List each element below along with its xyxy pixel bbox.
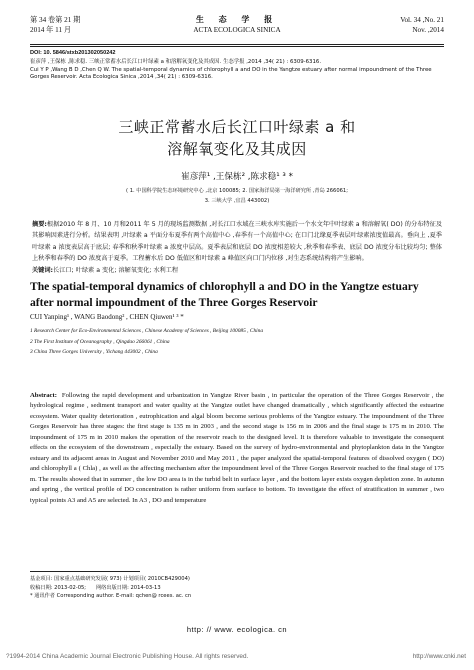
revised-date: 网络出版日期: 2014-03-13 [95, 584, 161, 591]
affiliation-cn-line2: 3. 三峡大学 ,宜昌 443002) [204, 198, 270, 204]
copyright-text: ?1994-2014 China Academic Journal Electronic Publishing House. All rights reserved. [6, 653, 249, 660]
dates-note [30, 584, 444, 593]
header-right [400, 15, 444, 35]
authors-en: CUI Yanping¹ , WANG Baodong² , CHEN Qiuwen¹ ³ * [30, 313, 184, 321]
citation-en-line1: Cui Y P ,Wang B D ,Chen Q W. The spatial-temporal dynamics of chlorophyll a and DO in the Yangtze estuary after normal impoundment of the Three [30, 66, 432, 73]
cnki-link[interactable]: http://www.cnki.net [412, 653, 466, 660]
abstract-en [30, 391, 444, 506]
authors-cn: 崔彦萍¹ ,王保栋² ,陈求稳¹ ³ * [181, 172, 293, 182]
header-center [30, 15, 444, 35]
keywords-cn-text: 长江口; 叶绿素 a 变化; 溶解氧变化; 水利工程 [53, 267, 179, 274]
affiliations-cn [30, 186, 444, 206]
abstract-cn-label: 摘要: [32, 221, 47, 228]
journal-name-cn: 生 态 学 报 [195, 15, 279, 24]
header-rule-thin [30, 46, 444, 47]
header-rule-thick [30, 44, 444, 45]
affiliation-en-2: 2 The First Institute of Oceanography , Qingdao 266061 , China [30, 338, 170, 345]
citation-cn: 崔彦萍 ,王保栋 ,陈求稳. 三峡正常蓄水后长江口叶绿素 a 和溶解氧变化及其成因. 生态学报 ,2014 ,34( 21) : 6309-6316. [30, 59, 322, 65]
title-en-line2: after normal impoundment of the Three Gorges Reservoir [30, 295, 318, 309]
title-en [30, 279, 444, 310]
title-cn-line2: 溶解氧变化及其成因 [167, 140, 307, 158]
volume-en: Vol. 34 ,No. 21 [400, 16, 444, 24]
corresponding-author: * 通讯作者 Corresponding author. E-mail: qchen@ rcees. ac. cn [30, 593, 192, 600]
keywords-cn-label: 关键词: [32, 267, 54, 274]
abstract-cn-text: 根据2010 年 8 月、10 月和2011 年 5 月的现场监测数据 ,对长江口水域在三峡水库实施后一个水文年中叶绿素 a 和溶解氧( DO) 的分布特征及其影响因素进行分析。结果表明 ,叶绿素 a 平面分布夏季有两个高值中心 ,春季有一个高值中心; 在口门北缘夏季表层叶绿素浓度值最高。垂向上 ,夏季叶绿素 a 浓度表层高于底层; 春季和秋季叶绿素 a 浓度中层高。夏季表层和底层 DO 浓度相差较大 ,秋季和春季表、底层 DO 浓度分布比较均匀; 整体上秋季和春季的 DO 浓度高于夏季。工程蓄水后 DO 低值区和叶绿素 a 峰值区向口门内位移 ,对生态系统结构将产生影响。 [32, 221, 443, 263]
journal-name-en: ACTA ECOLOGICA SINICA [193, 26, 281, 34]
abstract-en-label: Abstract: [30, 392, 57, 399]
citation-en-line2: Gorges Reservoir. Acta Ecologica Sinica ,2014 ,34( 21) : 6309-6316. [30, 74, 213, 81]
date-cn: 2014 年 11 月 [30, 26, 72, 34]
abstract-en-text: Following the rapid development and urbanization in Yangtze River basin , in particular the operation of the Three Gorges Reservoir , the hydrological regime , sediment transport and water quality at the Yangtze outlet have changed dramatically , which significantly affected the estuarine ecosystem. Water quality deterioration , eutrophication and algal bloom become serious problems of the Yangtze estuary. The impoundment of the Three Gorges Reservoir has three stages: the first stage is 135 m in 2003 , and the second stage is 156 m in 2006 and the final stage is 175 m in 2010. The impoundment of 175 m in 2010 makes the operation of the reservoir reach to the designed level. It is therefore valuable to investigate the consequent effects on the ecosystem of the downstream , especially the estuary. Based on the survey of hydro-environmental and phytoplankton data in the Yangtze estuary and its adjacent areas in August and November 2010 and May 2011 , the paper analyzed the spatial-temporal features of dissolved oxygen ( DO) and chlorophyll a ( Chla) , as well as the affecting mechanism after the impoundment level of the Three Gorges Reservoir reached to the final stage of 175 m. The results showed that in summer , the low DO area is in the turbid belt in surface layer , and the bottom layer exists oxygen depletion zone. In autumn and spring , the vertical profile of DO concentration is rather uniform from surface to bottom. To investigate the effect of stratification in summer , two typical points A3 and A5 are selected. In A3 , DO and temperature [30, 392, 445, 504]
page-header [30, 15, 444, 43]
volume-cn: 第 34 卷第 21 期 [30, 16, 81, 24]
citation [30, 59, 444, 82]
affiliation-cn-line1: ( 1. 中国科学院生态环境研究中心 ,北京 100085; 2. 国家海洋局第一海洋研究所 ,青岛 266061; [126, 188, 348, 194]
received-date: 收稿日期: 2013-02-05; [30, 584, 87, 591]
footnote-rule [30, 571, 140, 572]
title-cn-line1: 三峡正常蓄水后长江口叶绿素 a 和 [118, 118, 356, 136]
title-cn [30, 116, 444, 160]
affiliations-en [30, 326, 263, 358]
date-en: Nov. ,2014 [412, 26, 444, 34]
footnotes [30, 575, 444, 601]
keywords-cn [32, 265, 442, 274]
affiliation-en-3: 3 China Three Gorges University , Yichang 443002 , China [30, 349, 158, 356]
abstract-cn [32, 219, 442, 265]
affiliation-en-1: 1 Research Center for Eco-Environmental Sciences , Chinese Academy of Sciences , Beijing 100085 , China [30, 328, 264, 334]
page-footer-url[interactable]: http: // www. ecologica. cn [186, 625, 288, 634]
fund-note: 基金项目: 国家重点基础研究发展( 973) 计划项目( 2010CB429004) [30, 576, 190, 582]
title-en-line1: The spatial-temporal dynamics of chlorophyll a and DO in the Yangtze estuary [30, 280, 419, 293]
doi: DOI: 10. 5846/stxb201302050242 [30, 50, 116, 56]
